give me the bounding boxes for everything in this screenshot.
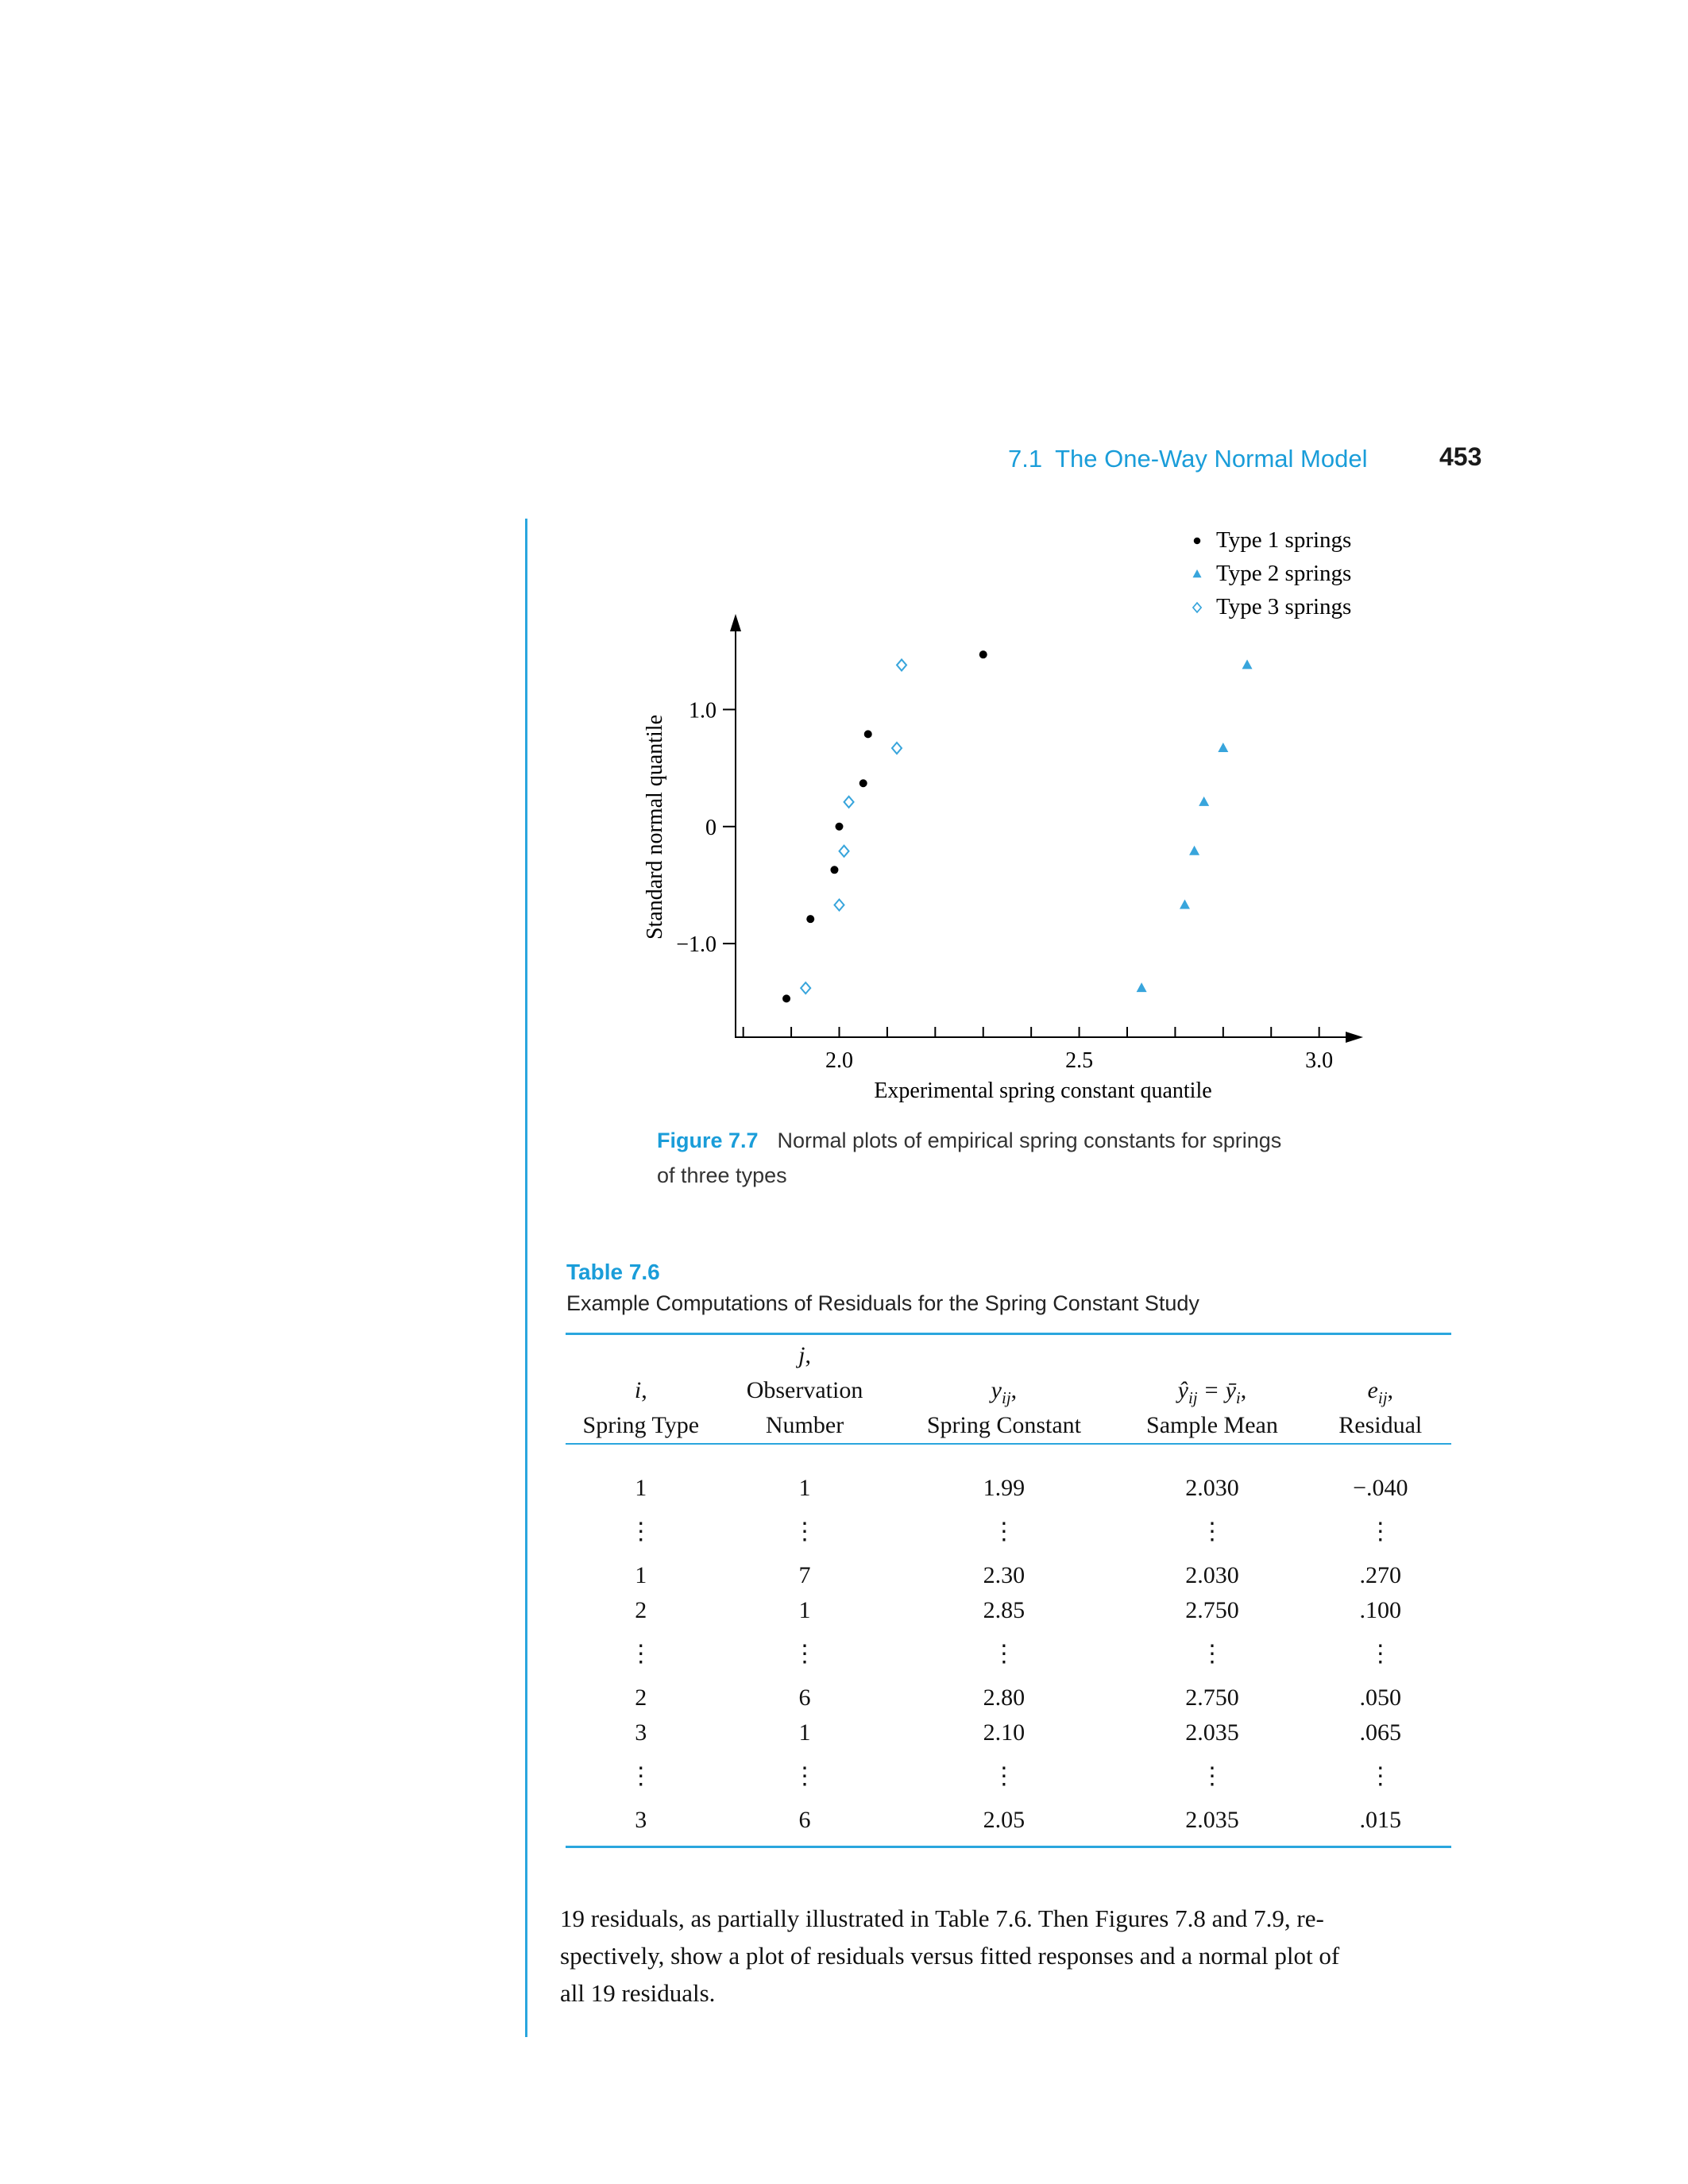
table-cell: .270 [1359, 1562, 1402, 1588]
legend-label: Type 2 springs [1216, 560, 1352, 586]
diamond-marker [834, 899, 844, 910]
table-ellipsis-row [566, 1750, 1451, 1803]
table-cell: ⋮ [793, 1518, 817, 1545]
table-cell: 2.750 [1185, 1684, 1239, 1711]
table-header-row-names [566, 1408, 1451, 1443]
y-axis-arrow-icon [730, 614, 741, 631]
table-header-row-symbols [566, 1373, 1451, 1408]
table-cell: 6 [798, 1807, 811, 1833]
dot-marker [835, 823, 843, 831]
table-cell: ⋮ [628, 1518, 653, 1545]
dot-marker [782, 994, 790, 1002]
table-cell: ⋮ [1368, 1763, 1393, 1789]
header-residual: Residual [1338, 1412, 1423, 1438]
table-row [566, 1593, 1451, 1628]
table-cell: −.040 [1353, 1475, 1408, 1501]
dot-marker [859, 779, 867, 787]
triangle-marker [1218, 743, 1228, 752]
dot-marker [864, 730, 872, 738]
body-paragraph [560, 1900, 1513, 2012]
table-cell: 1.99 [983, 1475, 1026, 1501]
table-header [566, 1335, 1451, 1445]
table-cell: .050 [1359, 1684, 1402, 1711]
x-tick-label: 2.0 [825, 1048, 853, 1073]
table-cell: 3 [635, 1807, 647, 1833]
header-eij: $e_{ij}$, [1367, 1377, 1394, 1407]
normal-plot-svg [556, 516, 1398, 1136]
caption-line2: of three types [657, 1163, 787, 1187]
table-cell: 2.10 [983, 1719, 1026, 1746]
dot-marker [806, 915, 814, 923]
header-spring-constant: Spring Constant [926, 1412, 1082, 1438]
table-row [566, 1680, 1451, 1715]
table-cell: .015 [1359, 1807, 1402, 1833]
table-cell: 1 [798, 1719, 811, 1746]
diamond-marker [892, 743, 902, 754]
triangle-marker [1137, 982, 1147, 992]
running-head [1008, 445, 1367, 473]
legend-label: Type 1 springs [1216, 527, 1352, 553]
body-line: 19 residuals, as partially illustrated in Table 7.6. Then Figures 7.8 and 7.9, re- [560, 1904, 1324, 1932]
x-tick-label: 3.0 [1305, 1048, 1334, 1073]
table-cell: 2.30 [983, 1562, 1026, 1588]
table-cell: 1 [798, 1597, 811, 1623]
diamond-marker [840, 846, 849, 857]
triangle-marker [1180, 899, 1190, 909]
caption-line1 [657, 1123, 1420, 1158]
table-cell: ⋮ [991, 1641, 1016, 1667]
table-cell: 2.035 [1185, 1719, 1239, 1746]
table-cell: 2 [635, 1684, 647, 1711]
header-yij: $y_{ij}$, [991, 1377, 1018, 1407]
table-cell: 6 [798, 1684, 811, 1711]
y-tick-label: 1.0 [689, 698, 717, 723]
legend-label: Type 3 springs [1216, 593, 1352, 619]
table-cell: ⋮ [793, 1763, 817, 1789]
triangle-marker [1199, 797, 1209, 806]
table-cell: 2.85 [983, 1597, 1026, 1623]
header-number: Number [765, 1412, 844, 1438]
triangle-marker [1242, 659, 1253, 669]
table-cell: ⋮ [991, 1763, 1016, 1789]
table-cell: 2.80 [983, 1684, 1026, 1711]
header-i: i, [634, 1377, 647, 1403]
diamond-marker [844, 797, 854, 808]
y-tick-label: −1.0 [676, 932, 717, 958]
table-ellipsis-row [566, 1506, 1451, 1558]
table-cell: ⋮ [991, 1518, 1016, 1545]
table-cell: 2.05 [983, 1807, 1026, 1833]
x-axis-arrow-icon [1346, 1032, 1363, 1043]
y-axis-title: Standard normal quantile [643, 714, 667, 940]
table-cell: 7 [798, 1562, 811, 1588]
table-cell: 2.750 [1185, 1597, 1239, 1623]
table-cell: ⋮ [1368, 1518, 1393, 1545]
table-cell: 2.035 [1185, 1807, 1239, 1833]
header-sample-mean: Sample Mean [1146, 1412, 1278, 1438]
margin-rule [525, 519, 527, 2037]
dot-marker [979, 650, 987, 658]
diamond-marker [897, 659, 906, 670]
header-yhat: $ŷ_{ij}$ = $ȳ_i$, [1177, 1377, 1247, 1407]
table-cell: .100 [1359, 1597, 1402, 1623]
triangle-marker [1189, 846, 1199, 855]
section-title: The One-Way Normal Model [1055, 445, 1368, 473]
table-cell: 1 [635, 1562, 647, 1588]
body-line: all 19 residuals. [560, 1979, 716, 2007]
body-line: spectively, show a plot of residuals versus fitted responses and a normal plot of [560, 1942, 1340, 1970]
table-row [566, 1803, 1451, 1838]
table-cell: ⋮ [628, 1641, 653, 1667]
header-observation: Observation [746, 1377, 863, 1403]
figure-label: Figure 7.7 [657, 1129, 759, 1152]
table-cell: 3 [635, 1719, 647, 1746]
dot-marker [830, 866, 838, 874]
table-body [566, 1445, 1451, 1846]
table-cell: ⋮ [1199, 1763, 1224, 1789]
table-row [566, 1715, 1451, 1750]
table-cell: ⋮ [628, 1763, 653, 1789]
caption-text: Normal plots of empirical spring constants for springs [777, 1129, 1282, 1152]
table-cell: 2.030 [1185, 1475, 1239, 1501]
figure-caption [657, 1123, 1420, 1193]
table-header-row-symbols-top [566, 1338, 1451, 1373]
table-label: Table 7.6 [566, 1260, 660, 1284]
section-number: 7.1 [1008, 445, 1043, 473]
table-cell: 2.030 [1185, 1562, 1239, 1588]
diamond-marker [801, 982, 810, 994]
x-tick-label: 2.5 [1065, 1048, 1094, 1073]
table-cell: 1 [635, 1475, 647, 1501]
y-tick-label: 0 [705, 815, 717, 840]
table-title: Example Computations of Residuals for the Spring Constant Study [566, 1291, 1199, 1315]
table-ellipsis-row [566, 1628, 1451, 1680]
table-row [566, 1558, 1451, 1593]
table-cell: ⋮ [1368, 1641, 1393, 1667]
header-j: j, [798, 1342, 811, 1368]
table-row [566, 1471, 1451, 1506]
header-spring-type: Spring Type [582, 1412, 700, 1438]
table-cell: 1 [798, 1475, 811, 1501]
table-cell: ⋮ [1199, 1641, 1224, 1667]
table-cell: ⋮ [793, 1641, 817, 1667]
table-cell: 2 [635, 1597, 647, 1623]
table-cell: .065 [1359, 1719, 1402, 1746]
table-cell: ⋮ [1199, 1518, 1224, 1545]
page-number: 453 [1439, 442, 1482, 471]
residuals-table [566, 1333, 1451, 1848]
x-axis-title: Experimental spring constant quantile [874, 1078, 1212, 1103]
